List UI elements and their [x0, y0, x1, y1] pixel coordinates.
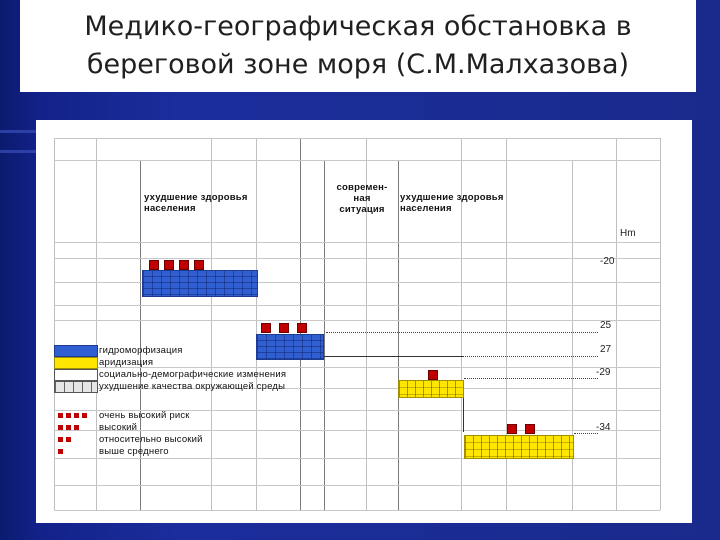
level-line-34 — [574, 433, 598, 434]
page-title: Медико-географическая обстановка в береговой зоне моря (С.М.Малхазова) — [84, 11, 632, 80]
legend-risk-square — [58, 449, 63, 454]
grid-hline — [54, 430, 660, 431]
legend-risk-relatively-high-label: относительно высокий — [99, 434, 203, 445]
legend-risk-above-average-label: выше среднего — [99, 446, 169, 457]
grid-hline — [54, 242, 660, 243]
risk-marker — [261, 323, 271, 333]
decor-stripe — [0, 150, 36, 153]
axis-tick-label: -29 — [596, 367, 611, 378]
legend-risk-high-label: высокий — [99, 422, 138, 433]
legend-risk-square — [58, 425, 63, 430]
legend-social-swatch — [54, 369, 98, 381]
legend-risk-square — [66, 425, 71, 430]
risk-marker — [164, 260, 174, 270]
legend-risk-square — [74, 413, 79, 418]
legend-aridization-label: аридизация — [99, 357, 154, 368]
grid-hline — [54, 138, 660, 139]
current-level-line — [324, 356, 464, 357]
axis-tick-label: 27 — [600, 344, 612, 355]
risk-marker — [428, 370, 438, 380]
risk-marker — [507, 424, 517, 434]
aridization-block-1 — [398, 380, 464, 398]
risk-marker — [279, 323, 289, 333]
grid-vline — [54, 138, 55, 510]
axis-tick-label: 25 — [600, 320, 612, 331]
legend-hydromorphization-label: гидроморфизация — [99, 345, 183, 356]
level-line-25 — [326, 332, 598, 333]
legend-risk-square — [58, 413, 63, 418]
grid-hline — [54, 305, 660, 306]
legend-risk-square — [66, 437, 71, 442]
header-center-label: современ- ная ситуация — [336, 182, 388, 215]
level-line-29 — [464, 378, 598, 379]
risk-marker — [525, 424, 535, 434]
axis-tick-label: -34 — [596, 422, 611, 433]
grid-hline — [54, 485, 660, 486]
grid-vline — [616, 138, 617, 510]
axis-tick-label: -20 — [600, 256, 615, 267]
legend-risk-square — [58, 437, 63, 442]
header-right-label: ухудшение здоровья населения — [400, 192, 504, 214]
decor-stripe — [0, 130, 36, 133]
legend-risk-square — [66, 413, 71, 418]
risk-marker — [194, 260, 204, 270]
grid-hline — [54, 510, 660, 511]
grid-vline — [660, 138, 661, 510]
legend-social-label: социально-демографические изменения — [99, 369, 287, 380]
risk-marker — [179, 260, 189, 270]
axis-unit-label: Нm — [620, 228, 636, 239]
grid-hline — [54, 258, 660, 259]
hydromorphization-block-1 — [142, 270, 258, 297]
legend-hydromorphization-swatch — [54, 345, 98, 357]
legend-environment-label: ухудшение качества окружающей среды — [99, 381, 286, 392]
header-left-label: ухудшение здоровья населения — [144, 192, 248, 214]
legend-aridization-swatch — [54, 357, 98, 369]
risk-marker — [297, 323, 307, 333]
diagram-panel — [36, 120, 692, 523]
hydromorphization-block-2 — [256, 334, 324, 360]
legend-risk-square — [74, 425, 79, 430]
grid-hline — [54, 160, 660, 161]
legend-risk-square — [82, 413, 87, 418]
risk-marker — [149, 260, 159, 270]
aridization-block-2 — [464, 435, 574, 459]
legend-environment-swatch — [54, 381, 98, 393]
legend-risk-very-high-label: очень высокий риск — [99, 410, 190, 421]
grid-hline — [54, 320, 660, 321]
grid-vline — [96, 138, 97, 510]
